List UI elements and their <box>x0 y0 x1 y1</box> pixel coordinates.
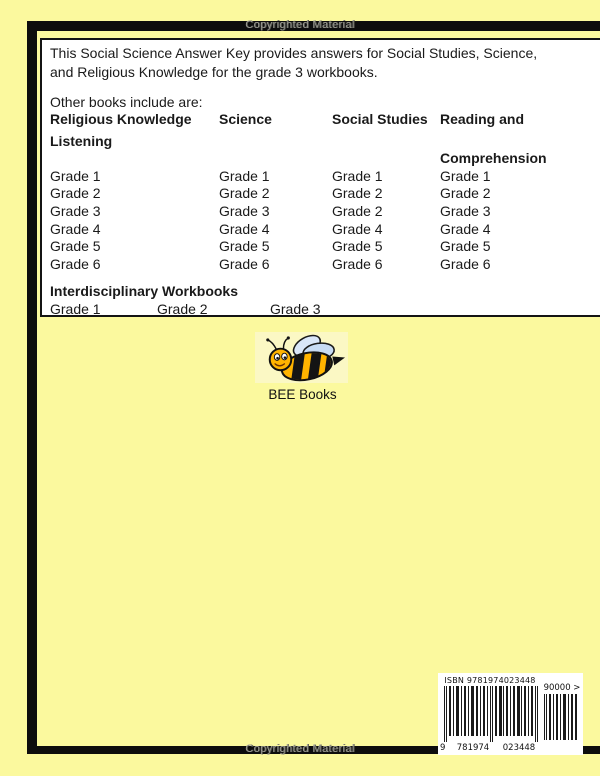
book-list-panel <box>40 38 600 317</box>
isbn-digit-group: 9 <box>440 743 446 753</box>
grade-cell: Grade 5 <box>50 238 101 255</box>
grade-cell: Grade 1 <box>332 167 383 184</box>
grade-cell: Grade 2 <box>440 185 491 202</box>
grade-cell: Grade 2 <box>332 185 383 202</box>
grade-cell: Grade 6 <box>219 255 270 272</box>
barcode-panel <box>438 673 583 755</box>
grade-cell: Grade 1 <box>50 300 101 317</box>
header-spacer <box>332 133 440 151</box>
intro-line-2: and Religious Knowledge for the grade 3 workbooks. <box>50 64 378 80</box>
grade-cell: Grade 3 <box>270 300 321 317</box>
column-header-social-studies: Social Studies <box>332 111 428 127</box>
column-header-listening: Listening <box>50 132 113 149</box>
grade-cell: Grade 5 <box>440 238 491 255</box>
publisher-logo <box>255 332 348 383</box>
isbn-label: ISBN 9781974023448 <box>444 676 536 685</box>
grade-cell: Grade 3 <box>50 202 101 219</box>
grade-cell: Grade 4 <box>332 220 383 237</box>
column-header-reading-and: Reading and <box>440 111 525 127</box>
header-spacer <box>50 150 219 168</box>
intro-paragraph <box>50 44 600 82</box>
grade-cell: Grade 2 <box>219 185 270 202</box>
grade-cell: Grade 3 <box>219 202 270 219</box>
intro-line-1: This Social Science Answer Key provides answers for Social Studies, Science, <box>50 45 538 61</box>
header-spacer <box>332 150 440 168</box>
interdisciplinary-title: Interdisciplinary Workbooks <box>50 283 239 300</box>
grade-cell: Grade 1 <box>219 167 270 184</box>
grade-cell: Grade 4 <box>219 220 270 237</box>
bee-icon <box>258 333 346 382</box>
isbn-digit-group: 781974 <box>456 743 490 753</box>
grade-cell: Grade 1 <box>50 167 101 184</box>
copyright-notice-top: Copyrighted Material <box>245 19 355 31</box>
header-spacer <box>219 150 332 168</box>
grade-cell: Grade 2 <box>50 185 101 202</box>
grade-cell: Grade 1 <box>440 167 491 184</box>
column-header-comprehension: Comprehension <box>440 150 547 167</box>
publisher-name: BEE Books <box>268 387 337 402</box>
grade-cell: Grade 4 <box>50 220 101 237</box>
isbn-digit-group: 023448 <box>502 743 536 753</box>
header-spacer <box>219 133 332 151</box>
ean13-barcode <box>444 686 538 743</box>
column-header-religious-knowledge: Religious Knowledge <box>50 111 192 127</box>
grade-cell: Grade 4 <box>440 220 491 237</box>
grade-cell: Grade 5 <box>332 238 383 255</box>
cover-border-left <box>27 21 37 754</box>
barcode-price-code: 90000 > <box>543 683 581 693</box>
copyright-notice-bottom: Copyrighted Material <box>245 743 355 755</box>
grade-cell: Grade 6 <box>332 255 383 272</box>
column-header-science: Science <box>219 111 272 127</box>
grade-cell: Grade 2 <box>157 300 208 317</box>
interdisciplinary-grades-row <box>50 301 600 319</box>
supplemental-barcode <box>544 694 578 740</box>
book-grade-table <box>50 111 600 273</box>
grade-cell: Grade 2 <box>332 202 383 219</box>
header-spacer <box>440 133 600 151</box>
isbn-digits <box>440 743 542 753</box>
grade-cell: Grade 5 <box>219 238 270 255</box>
other-books-label: Other books include are: <box>50 94 203 110</box>
grade-cell: Grade 6 <box>50 255 101 272</box>
grade-cell: Grade 6 <box>440 255 491 272</box>
grade-cell: Grade 3 <box>440 202 491 219</box>
